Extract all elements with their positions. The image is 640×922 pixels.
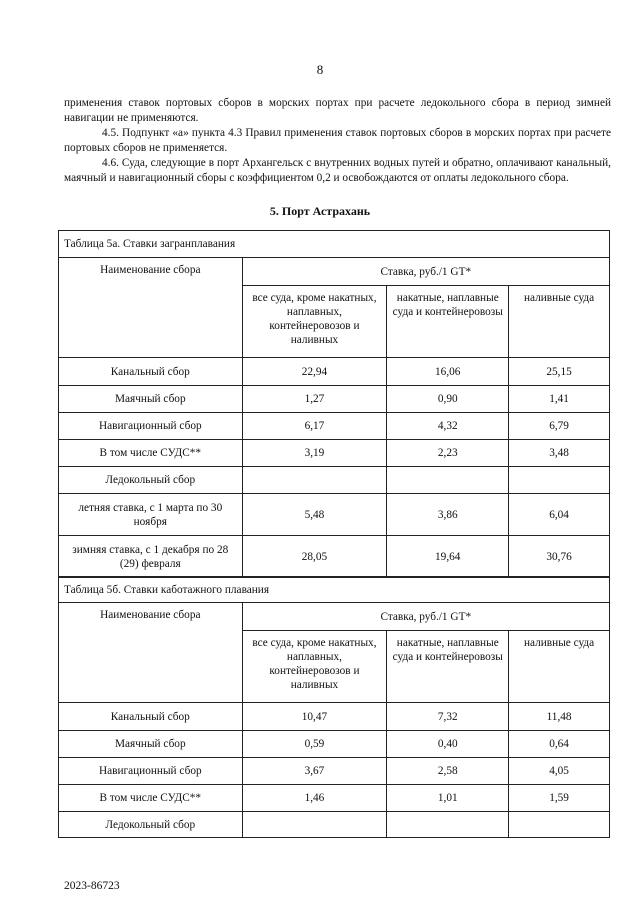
rate-value: 4,05 bbox=[509, 758, 610, 785]
table-row bbox=[59, 494, 610, 536]
rate-value: 0,40 bbox=[387, 731, 509, 758]
table-caption: Таблица 5б. Ставки каботажного плавания bbox=[59, 577, 610, 603]
fee-name: Канальный сбор bbox=[59, 358, 243, 386]
fee-name: В том числе СУДС** bbox=[59, 440, 243, 467]
header-fee-name: Наименование сбора bbox=[59, 258, 243, 358]
rate-value bbox=[509, 812, 610, 838]
rate-value: 0,90 bbox=[387, 386, 509, 413]
table-row bbox=[59, 358, 610, 386]
fee-name: В том числе СУДС** bbox=[59, 785, 243, 812]
rate-value: 3,86 bbox=[387, 494, 509, 536]
header-col-roro-containers: накатные, наплавные суда и контейнеровозы bbox=[387, 631, 509, 703]
table-row bbox=[59, 785, 610, 812]
document-id: 2023-86723 bbox=[64, 880, 120, 892]
rate-value: 2,58 bbox=[387, 758, 509, 785]
rate-value: 1,59 bbox=[509, 785, 610, 812]
rate-value: 1,01 bbox=[387, 785, 509, 812]
table-row bbox=[59, 467, 610, 494]
rate-value bbox=[509, 467, 610, 494]
rate-value: 1,46 bbox=[242, 785, 387, 812]
header-col-roro-containers: накатные, наплавные суда и контейнеровозы bbox=[387, 286, 509, 358]
rate-value: 3,19 bbox=[242, 440, 387, 467]
table-row bbox=[59, 731, 610, 758]
rate-value: 16,06 bbox=[387, 358, 509, 386]
rate-value: 3,48 bbox=[509, 440, 610, 467]
page-number: 8 bbox=[316, 62, 324, 77]
header-col-tankers: наливные суда bbox=[509, 631, 610, 703]
header-col-all-vessels: все суда, кроме накатных, наплавных, контейнеровозов и наливных bbox=[242, 286, 387, 358]
rates-table-5b bbox=[58, 576, 610, 838]
rate-value: 4,32 bbox=[387, 413, 509, 440]
fee-name: Маячный сбор bbox=[59, 731, 243, 758]
rate-value: 5,48 bbox=[242, 494, 387, 536]
table-caption: Таблица 5а. Ставки загранплавания bbox=[59, 231, 610, 258]
header-col-tankers: наливные суда bbox=[509, 286, 610, 358]
header-rate: Ставка, руб./1 GT* bbox=[242, 258, 609, 286]
paragraph-continuation: применения ставок портовых сборов в морских портах при расчете ледокольного сбора в период зимней навигации не применяются. bbox=[64, 97, 611, 124]
body-text bbox=[64, 96, 611, 186]
rate-value: 7,32 bbox=[387, 703, 509, 731]
fee-name: Ледокольный сбор bbox=[59, 812, 243, 838]
header-col-all-vessels: все суда, кроме накатных, наплавных, контейнеровозов и наливных bbox=[242, 631, 387, 703]
rate-value: 2,23 bbox=[387, 440, 509, 467]
rate-value: 6,17 bbox=[242, 413, 387, 440]
rate-value: 10,47 bbox=[242, 703, 387, 731]
fee-name: Навигационный сбор bbox=[59, 413, 243, 440]
rate-value: 22,94 bbox=[242, 358, 387, 386]
header-rate: Ставка, руб./1 GT* bbox=[242, 603, 609, 631]
rate-value: 19,64 bbox=[387, 536, 509, 578]
rates-table-5a bbox=[58, 230, 610, 578]
rate-value bbox=[387, 812, 509, 838]
rate-value bbox=[242, 812, 387, 838]
rate-value: 0,59 bbox=[242, 731, 387, 758]
fee-name: Канальный сбор bbox=[59, 703, 243, 731]
table-row bbox=[59, 758, 610, 785]
fee-name: летняя ставка, с 1 марта по 30 ноября bbox=[59, 494, 243, 536]
rate-value: 1,27 bbox=[242, 386, 387, 413]
header-fee-name: Наименование сбора bbox=[59, 603, 243, 703]
rate-value: 11,48 bbox=[509, 703, 610, 731]
rate-value bbox=[387, 467, 509, 494]
fee-name: Ледокольный сбор bbox=[59, 467, 243, 494]
table-row bbox=[59, 386, 610, 413]
rate-value: 3,67 bbox=[242, 758, 387, 785]
rate-value: 6,79 bbox=[509, 413, 610, 440]
table-row bbox=[59, 536, 610, 578]
paragraph-4-6: 4.6. Суда, следующие в порт Архангельск с внутренних водных путей и обратно, оплачивают канальный, маячный и навигационный сборы с коэффициентом 0,2 и освобождаются от оплаты ледокольного сбора. bbox=[64, 157, 611, 184]
table-row bbox=[59, 703, 610, 731]
section-title: 5. Порт Астрахань bbox=[269, 204, 371, 218]
rate-value: 28,05 bbox=[242, 536, 387, 578]
rate-value: 30,76 bbox=[509, 536, 610, 578]
rate-value: 6,04 bbox=[509, 494, 610, 536]
rate-value: 25,15 bbox=[509, 358, 610, 386]
table-row bbox=[59, 812, 610, 838]
paragraph-4-5: 4.5. Подпункт «а» пункта 4.3 Правил применения ставок портовых сборов в морских портах при расчете портовых сборов не применяется. bbox=[64, 127, 611, 154]
fee-name: Навигационный сбор bbox=[59, 758, 243, 785]
table-row bbox=[59, 413, 610, 440]
rate-value bbox=[242, 467, 387, 494]
rate-value: 0,64 bbox=[509, 731, 610, 758]
fee-name: Маячный сбор bbox=[59, 386, 243, 413]
rate-value: 1,41 bbox=[509, 386, 610, 413]
table-row bbox=[59, 440, 610, 467]
fee-name: зимняя ставка, с 1 декабря по 28 (29) февраля bbox=[59, 536, 243, 578]
